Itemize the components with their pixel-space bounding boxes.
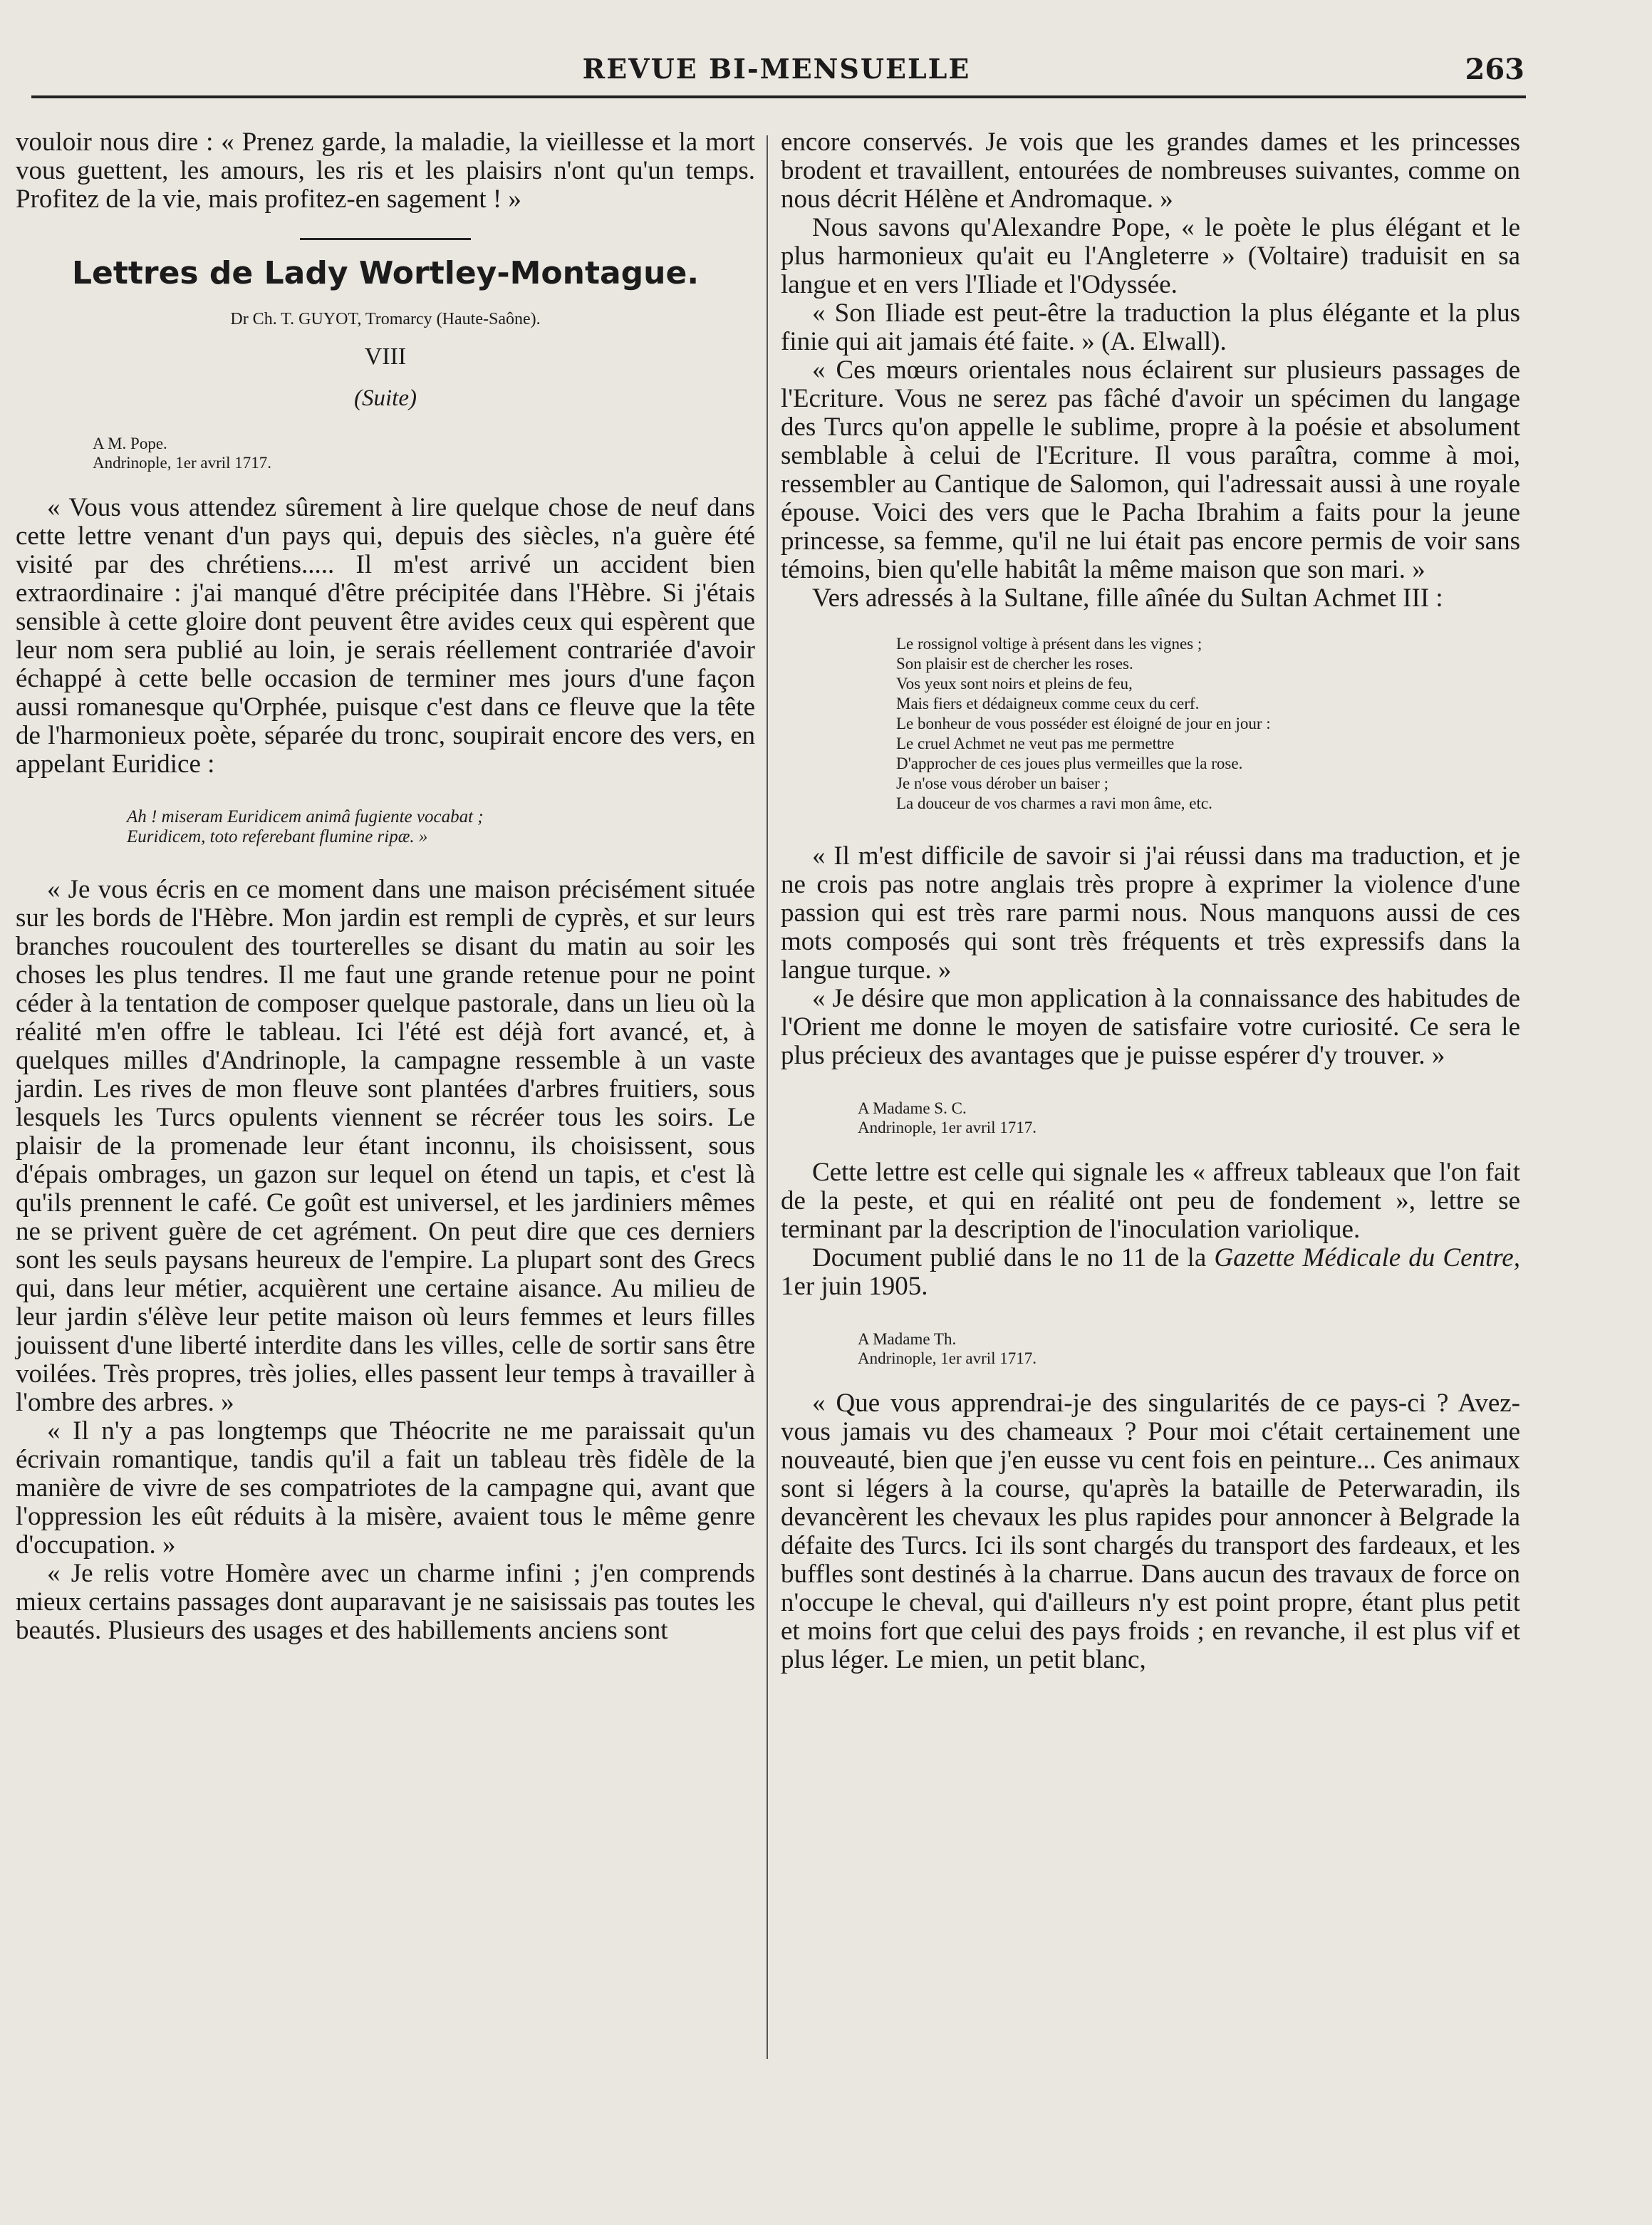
journal-citation: Gazette Médicale du Centre, xyxy=(1214,1243,1520,1272)
paragraph: Vers adressés à la Sultane, fille aînée du Sultan Achmet III : xyxy=(812,584,1443,613)
column-separator xyxy=(767,135,768,2059)
section-number: VIII xyxy=(364,343,407,370)
paragraph: « Je vous écris en ce moment dans une maison précisément située sur les bords de l'Hèbre. Mon jardin est rempli de cyprès, et sur leurs branches roucoulent des tourterelles se disant du matin au soir les choses les plus tendres. Il me faut une grande retenue pour ne point céder à la tentation de composer quelque pastorale, dans un lieu où la réalité m'en offre le tableau. Ici l'été est déjà fort avancé, et, à quelques milles d'Andrinople, la campagne ressemble à un vaste jardin. Les rives de mon fleuve sont plantées d'arbres fruitiers, sous lesquels les Turcs opulents viennent se récréer tous les soirs. Le plaisir de la promenade leur étant inconnu, ils choisissent, sous d'épais ombrages, un gazon sur lequel on étend un tapis, et c'est là qu'ils prennent le café. Ce goût est universel, et les jardiniers mêmes ne se privent guère de cet agrément. On peut dire que ces derniers sont les seuls paysans heureux de l'empire. La plupart sont des Grecs qui, dans leur métier, acquièrent une certaine aisance. Au milieu de leur jardin s'élève leur petite maison où leurs femmes et leurs filles jouissent d'une liberté interdite dans les villes, celle de sortir sans être voilées. Très propres, très jolies, elles passent leur temps à travailler à l'ombre des arbres. » xyxy=(16,875,755,1417)
paragraph: encore conservés. Je vois que les grandes dames et les princesses brodent et travaillent, entourées de nombreuses suivantes, comme on nous décrit Hélène et Andromaque. » xyxy=(781,128,1520,214)
text-span: Document publié dans le no 11 de la xyxy=(812,1243,1215,1272)
verse-line: Son plaisir est de chercher les roses. xyxy=(896,655,1133,673)
paragraph: vouloir nous dire : « Prenez garde, la maladie, la vieillesse et la mort vous guettent, les amours, les ris et les plaisirs n'ont qu'un temps. Profitez de la vie, mais profitez-en sagement ! » xyxy=(16,128,755,214)
verse-line: La douceur de vos charmes a ravi mon âme, etc. xyxy=(896,794,1212,812)
verse-line: D'approcher de ces joues plus vermeilles que la rose. xyxy=(896,754,1243,772)
header-rule xyxy=(31,95,1526,98)
paragraph xyxy=(781,1244,1520,1301)
letter-date: Andrinople, 1er avril 1717. xyxy=(858,1349,1037,1367)
verse-line: Le rossignol voltige à présent dans les vignes ; xyxy=(896,635,1202,653)
paragraph: « Que vous apprendrai-je des singularités de ce pays-ci ? Avez-vous jamais vu des chameaux ? Pour moi c'était certainement une nouveauté, bien que j'en eusse vu cent fois en peinture... Ces animaux sont si légers à la course, qu'après la bataille de Peterwaradin, ils devancèrent les chevaux les plus rapides pour annoncer à Belgrade la défaite des Turcs. Ici ils sont chargés du transport des fardeaux, et les buffles sont destinés à la charrue. Dans aucun des travaux de force on n'occupe le cheval, qui d'ailleurs n'y est point propre, étant plus petit et moins fort que celui des pays froids ; en revanche, il est plus vif et plus léger. Le mien, un petit blanc, xyxy=(781,1389,1520,1674)
paragraph: « Vous vous attendez sûrement à lire quelque chose de neuf dans cette lettre venant d'un pays qui, depuis des siècles, n'a guère été visité par des chrétiens..... Il m'est arrivé un accident bien extraordinaire : j'ai manqué d'être précipitée dans l'Hèbre. Si j'étais sensible à cette gloire dont peuvent être avides ceux qui espèrent que leur nom sera publié au loin, je serais réellement contrariée d'avoir échappé à cette belle occasion de terminer mes jours d'une façon aussi romanesque qu'Orphée, puisque c'est dans ce fleuve que la tête de l'harmonieux poète, séparée du tronc, soupirait encore des vers, en appelant Euridice : xyxy=(16,493,755,779)
running-header xyxy=(28,48,1524,91)
latin-quote-line: Euridicem, toto referebant flumine ripæ. » xyxy=(127,827,428,846)
paragraph: Nous savons qu'Alexandre Pope, « le poète le plus élégant et le plus harmonieux qu'ait eu l'Angleterre » (Voltaire) traduisit en sa langue et en vers l'Iliade et l'Odyssée. xyxy=(781,213,1520,299)
paragraph: « Il n'y a pas longtemps que Théocrite ne me paraissait qu'un écrivain romantique, tandis qu'il a fait un tableau très fidèle de la manière de vivre de ses compatriotes de la campagne qui, avant que l'oppression les eût réduits à la misère, avaient tous le même genre d'occupation. » xyxy=(16,1416,755,1560)
verse-line: Vos yeux sont noirs et pleins de feu, xyxy=(896,675,1133,693)
section-divider xyxy=(300,238,471,240)
page-number: 263 xyxy=(1465,53,1524,86)
letter-recipient: A Madame Th. xyxy=(858,1330,957,1348)
article-author: Dr Ch. T. GUYOT, Tromarcy (Haute-Saône). xyxy=(230,310,541,328)
journal-title: REVUE BI-MENSUELLE xyxy=(582,53,971,85)
left-column xyxy=(16,128,755,1645)
paragraph: « Son Iliade est peut-être la traduction la plus élégante et la plus finie qui ait jamais été faite. » (A. Elwall). xyxy=(781,299,1520,356)
section-subtitle: (Suite) xyxy=(354,385,417,411)
verse-line: Le bonheur de vous posséder est éloigné de jour en jour : xyxy=(896,715,1271,732)
paragraph: « Je relis votre Homère avec un charme infini ; j'en comprends mieux certains passages dont auparavant je ne saisissais pas toutes les beautés. Plusieurs des usages et des habillements anciens sont xyxy=(16,1559,755,1645)
letter-recipient: A Madame S. C. xyxy=(858,1099,967,1117)
paragraph: « Ces mœurs orientales nous éclairent sur plusieurs passages de l'Ecriture. Vous ne serez pas fâché d'avoir un spécimen du langage des Turcs qu'on appelle le sublime, propre à la poésie et absolument semblable à celui de l'Ecriture. Il vous paraîtra, comme à moi, ressembler au Cantique de Salomon, qui l'adressait aussi à une royale épouse. Voici des vers que le Pacha Ibrahim a faits pour la jeune princesse, sa femme, qu'il ne lui était pas encore permis de voir sans témoins, bien qu'elle habitât la même maison que son mari. » xyxy=(781,356,1520,584)
verse-line: Je n'ose vous dérober un baiser ; xyxy=(896,774,1108,792)
verse-line: Mais fiers et dédaigneux comme ceux du cerf. xyxy=(896,695,1200,712)
text-span: 1er juin 1905. xyxy=(781,1272,928,1301)
paragraph: Cette lettre est celle qui signale les « affreux tableaux que l'on fait de la peste, et qui en réalité ont peu de fondement », lettre se terminant par la description de l'inoculation variolique. xyxy=(781,1158,1520,1244)
right-column xyxy=(781,128,1520,1674)
paragraph: « Je désire que mon application à la connaissance des habitudes de l'Orient me donne le moyen de satisfaire votre curiosité. Ce sera le plus précieux des avantages que je puisse espérer d'y trouver. » xyxy=(781,984,1520,1070)
paragraph: « Il m'est difficile de savoir si j'ai réussi dans ma traduction, et je ne crois pas notre anglais très propre à exprimer la violence d'une passion qui est très rare parmi nous. Nous manquons aussi de ces mots composés qui sont très fréquents et très expressifs dans la langue turque. » xyxy=(781,841,1520,985)
letter-recipient: A M. Pope. xyxy=(93,435,167,452)
letter-date: Andrinople, 1er avril 1717. xyxy=(93,454,272,472)
latin-quote-line: Ah ! miseram Euridicem animâ fugiente vocabat ; xyxy=(127,807,484,826)
letter-date: Andrinople, 1er avril 1717. xyxy=(858,1119,1037,1136)
article-title: Lettres de Lady Wortley-Montague. xyxy=(71,255,700,291)
verse-line: Le cruel Achmet ne veut pas me permettre xyxy=(896,735,1175,752)
